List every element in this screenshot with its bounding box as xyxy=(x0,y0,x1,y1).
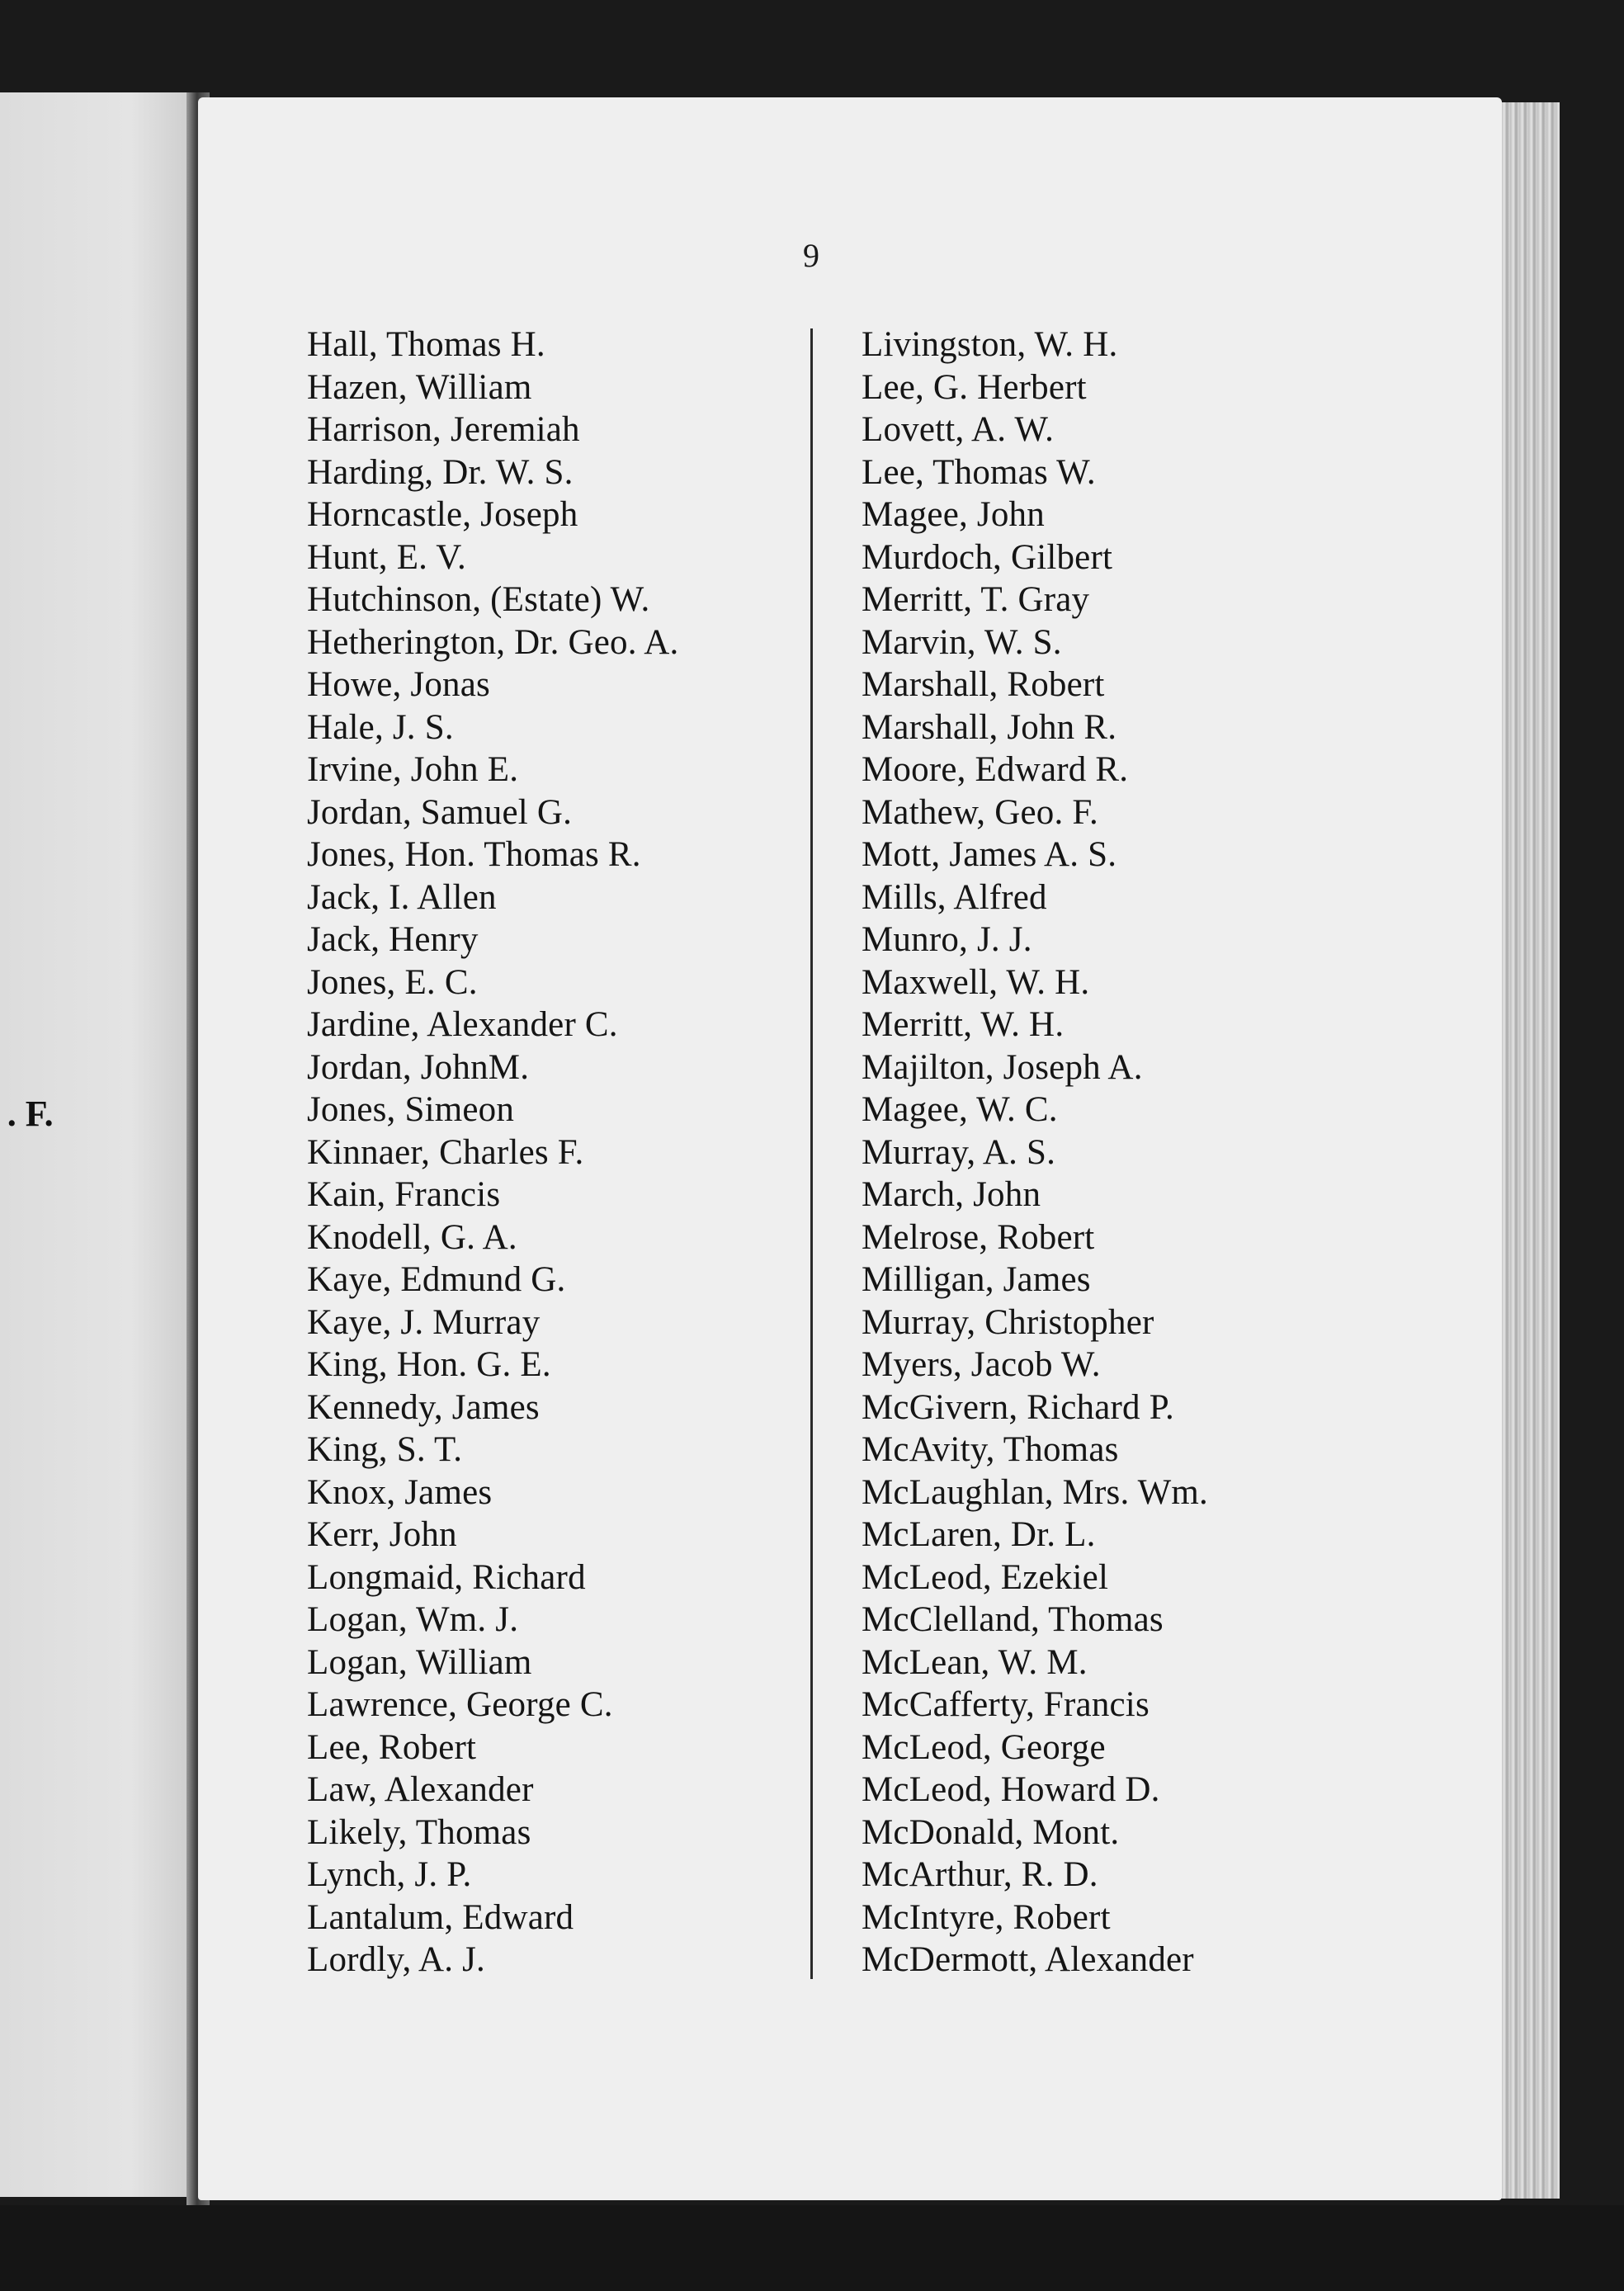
name-entry: Myers, Jacob W. xyxy=(862,1345,1101,1384)
name-entry: King, S. T. xyxy=(307,1430,463,1469)
name-entry: Harding, Dr. W. S. xyxy=(307,452,574,492)
name-entry: Logan, William xyxy=(307,1642,532,1682)
name-entry: Hutchinson, (Estate) W. xyxy=(307,580,650,619)
scan-bottom-edge xyxy=(0,2205,1624,2291)
name-entry: Milligan, James xyxy=(862,1260,1091,1299)
column-divider xyxy=(810,328,813,1979)
name-entry: Kaye, J. Murray xyxy=(307,1302,541,1342)
name-entry: Jones, E. C. xyxy=(307,962,478,1002)
name-entry: Hale, J. S. xyxy=(307,707,454,747)
name-entry: Lee, Thomas W. xyxy=(862,452,1096,492)
name-entry: Munro, J. J. xyxy=(862,920,1032,959)
name-entry: Moore, Edward R. xyxy=(862,750,1129,789)
name-entry: Marvin, W. S. xyxy=(862,622,1062,662)
name-entry: Hazen, William xyxy=(307,367,532,407)
name-entry: Merritt, T. Gray xyxy=(862,580,1090,619)
name-entry: King, Hon. G. E. xyxy=(307,1345,551,1384)
name-entry: Marshall, Robert xyxy=(862,665,1105,704)
name-entry: Merritt, W. H. xyxy=(862,1005,1065,1044)
name-entry: Lordly, A. J. xyxy=(307,1940,486,1979)
name-entry: Jack, I. Allen xyxy=(307,877,497,917)
name-entry: Melrose, Robert xyxy=(862,1217,1095,1257)
name-entry: Livingston, W. H. xyxy=(862,325,1118,364)
name-entry: Kennedy, James xyxy=(307,1387,540,1427)
name-entry: Jardine, Alexander C. xyxy=(307,1005,618,1044)
name-entry: Marshall, John R. xyxy=(862,707,1117,747)
name-entry: Longmaid, Richard xyxy=(307,1557,586,1597)
name-entry: Mathew, Geo. F. xyxy=(862,792,1098,832)
name-entry: Lynch, J. P. xyxy=(307,1855,472,1894)
name-entry: Kinnaer, Charles F. xyxy=(307,1132,584,1172)
name-entry: McLeod, George xyxy=(862,1727,1106,1767)
names-column-left xyxy=(307,324,678,1982)
name-entry: Lee, Robert xyxy=(307,1727,477,1767)
name-entry: Lantalum, Edward xyxy=(307,1897,574,1937)
name-entry: Murray, Christopher xyxy=(862,1302,1154,1342)
name-entry: Jones, Hon. Thomas R. xyxy=(307,835,641,874)
name-entry: Jordan, Samuel G. xyxy=(307,792,573,832)
name-entry: McGivern, Richard P. xyxy=(862,1387,1174,1427)
name-entry: March, John xyxy=(862,1175,1041,1214)
name-entry: McLeod, Ezekiel xyxy=(862,1557,1109,1597)
name-entry: Irvine, John E. xyxy=(307,750,519,789)
name-entry: Murdoch, Gilbert xyxy=(862,537,1113,577)
name-entry: Lawrence, George C. xyxy=(307,1685,613,1724)
left-page-margin xyxy=(0,92,186,2197)
name-entry: Majilton, Joseph A. xyxy=(862,1047,1143,1087)
name-entry: Harrison, Jeremiah xyxy=(307,410,580,449)
page-number: 9 xyxy=(803,237,819,274)
name-entry: McLaughlan, Mrs. Wm. xyxy=(862,1472,1208,1512)
name-entry: McCafferty, Francis xyxy=(862,1685,1150,1724)
name-entry: McLean, W. M. xyxy=(862,1642,1088,1682)
names-column-right xyxy=(862,324,1208,1982)
name-entry: Lee, G. Herbert xyxy=(862,367,1087,407)
name-entry: Jack, Henry xyxy=(307,920,479,959)
name-entry: Maxwell, W. H. xyxy=(862,962,1090,1002)
name-entry: Kain, Francis xyxy=(307,1175,501,1214)
name-entry: Hetherington, Dr. Geo. A. xyxy=(307,622,679,662)
name-entry: Howe, Jonas xyxy=(307,665,490,704)
name-entry: McLaren, Dr. L. xyxy=(862,1515,1096,1554)
name-entry: Knox, James xyxy=(307,1472,493,1512)
name-entry: McLeod, Howard D. xyxy=(862,1770,1160,1809)
name-entry: Magee, John xyxy=(862,495,1045,534)
name-entry: Jones, Simeon xyxy=(307,1090,515,1129)
name-entry: Hunt, E. V. xyxy=(307,537,466,577)
name-entry: McClelland, Thomas xyxy=(862,1600,1164,1639)
name-entry: Kerr, John xyxy=(307,1515,457,1554)
name-entry: Kaye, Edmund G. xyxy=(307,1260,566,1299)
name-entry: Hall, Thomas H. xyxy=(307,325,545,364)
name-entry: Horncastle, Joseph xyxy=(307,495,578,534)
name-entry: Magee, W. C. xyxy=(862,1090,1058,1129)
name-entry: McIntyre, Robert xyxy=(862,1897,1111,1937)
name-entry: Logan, Wm. J. xyxy=(307,1600,519,1639)
name-entry: Mott, James A. S. xyxy=(862,835,1117,874)
left-page-text-fragment: . F. xyxy=(0,1094,54,1134)
name-entry: Law, Alexander xyxy=(307,1770,534,1809)
name-entry: Knodell, G. A. xyxy=(307,1217,517,1257)
name-entry: Jordan, JohnM. xyxy=(307,1047,530,1087)
name-entry: McArthur, R. D. xyxy=(862,1855,1098,1894)
name-entry: Likely, Thomas xyxy=(307,1812,531,1852)
name-entry: McAvity, Thomas xyxy=(862,1430,1119,1469)
name-entry: Murray, A. S. xyxy=(862,1132,1056,1172)
name-entry: Mills, Alfred xyxy=(862,877,1047,917)
name-entry: Lovett, A. W. xyxy=(862,410,1055,449)
page-stack-edges xyxy=(1492,102,1560,2199)
name-entry: McDonald, Mont. xyxy=(862,1812,1120,1852)
name-entry: McDermott, Alexander xyxy=(862,1940,1194,1979)
